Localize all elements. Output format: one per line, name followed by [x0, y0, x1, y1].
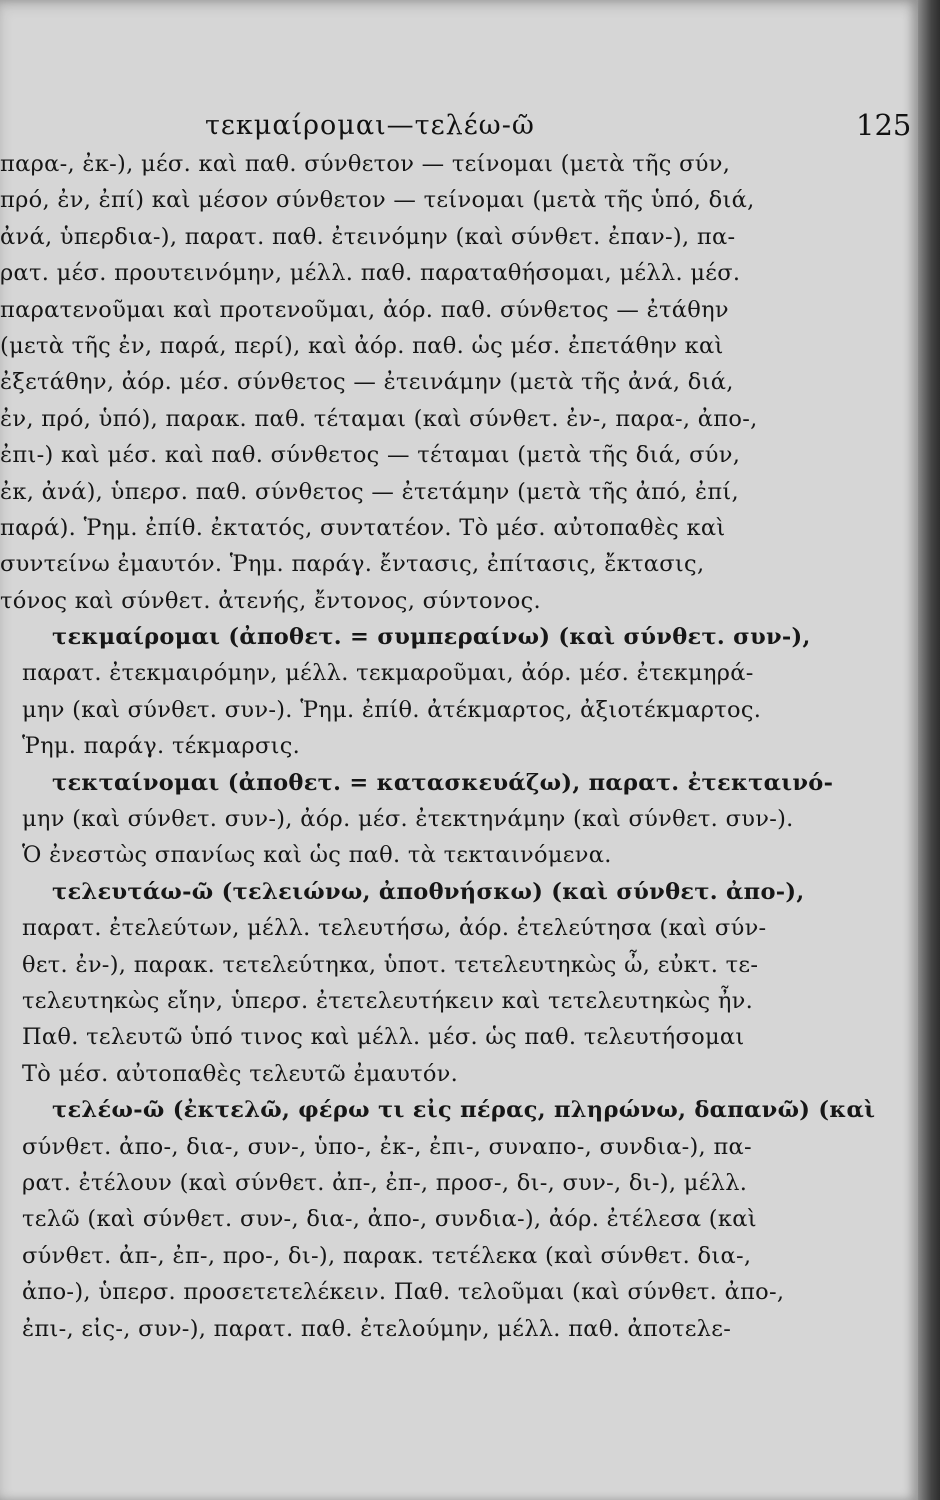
text-line: ἐκ, ἀνά), ὑπερσ. παθ. σύνθετος — ἐτετάμην (μετὰ τῆς ἀπό, ἐπί,	[0, 478, 740, 505]
text-line: ἐπι-) καὶ μέσ. καὶ παθ. σύνθετος — τέταμαι (μετὰ τῆς διά, σύν,	[0, 442, 741, 469]
text-line: πρό, ἐν, ἐπί) καὶ μέσον σύνθετον — τείνομαι (μετὰ τῆς ὑπό, διά,	[0, 187, 755, 214]
text-line: παρα-, ἐκ-), μέσ. καὶ παθ. σύνθετον — τείνομαι (μετὰ τῆς σύν,	[0, 151, 731, 177]
page-number: 125	[856, 108, 912, 142]
text-line: παρατ. ἐτεκμαιρόμην, μέλλ. τεκμαροῦμαι, ἀόρ. μέσ. ἐτεκμηρά-	[22, 660, 754, 687]
text-line: μην (καὶ σύνθετ. συν-), ἀόρ. μέσ. ἐτεκτηνάμην (καὶ σύνθετ. συν-).	[22, 806, 794, 833]
text-line: Παθ. τελευτῶ ὑπό τινος καὶ μέλλ. μέσ. ὡς παθ. τελευτήσομαι	[22, 1024, 745, 1051]
text-line: θετ. ἐν-), παρακ. τετελεύτηκα, ὑποτ. τετελευτηκὼς ὦ, εὐκτ. τε-	[22, 951, 759, 978]
running-head-title: τεκμαίρομαι—τελέω-ῶ	[205, 110, 535, 141]
text-line: ἀπο-), ὑπερσ. προσετετελέκειν. Παθ. τελοῦμαι (καὶ σύνθετ. ἀπο-,	[22, 1279, 785, 1306]
text-line: παρά). Ῥημ. ἐπίθ. ἐκτατός, συντατέον. Τὸ μέσ. αὐτοπαθὲς καὶ	[0, 514, 726, 541]
text-line: συντείνω ἐμαυτόν. Ῥημ. παράγ. ἔντασις, ἐπίτασις, ἔκτασις,	[0, 551, 705, 578]
entry-heading-line: τελέω-ῶ (ἐκτελῶ, φέρω τι εἰς πέρας, πληρώνω, δαπανῶ) (καὶ	[52, 1097, 876, 1124]
text-line: τελῶ (καὶ σύνθετ. συν-, δια-, ἀπο-, συνδια-), ἀόρ. ἐτέλεσα (καὶ	[22, 1206, 757, 1233]
text-line: ἐπι-, εἰς-, συν-), παρατ. παθ. ἐτελούμην, μέλλ. παθ. ἀποτελε-	[22, 1315, 732, 1342]
text-line: παρατ. ἐτελεύτων, μέλλ. τελευτήσω, ἀόρ. ἐτελεύτησα (καὶ σύν-	[22, 915, 767, 942]
entry-heading-line: τελευτάω-ῶ (τελειώνω, ἀποθνήσκω) (καὶ σύνθετ. ἀπο-),	[52, 878, 805, 905]
text-line: τελευτηκὼς εἴην, ὑπερσ. ἐτετελευτήκειν καὶ τετελευτηκὼς ἦν.	[22, 987, 754, 1014]
text-line: μην (καὶ σύνθετ. συν-). Ῥημ. ἐπίθ. ἀτέκμαρτος, ἀξιοτέκμαρτος.	[22, 696, 762, 723]
text-line: παρατενοῦμαι καὶ προτενοῦμαι, ἀόρ. παθ. σύνθετος — ἐτάθην	[0, 296, 729, 323]
text-line: ἀνά, ὑπερδια-), παρατ. παθ. ἐτεινόμην (καὶ σύνθετ. ἐπαν-), πα-	[0, 223, 736, 250]
text-line: ἐξετάθην, ἀόρ. μέσ. σύνθετος — ἐτεινάμην (μετὰ τῆς ἀνά, διά,	[0, 369, 734, 396]
text-line: σύνθετ. ἀπο-, δια-, συν-, ὑπο-, ἐκ-, ἐπι-, συναπο-, συνδια-), πα-	[22, 1133, 752, 1160]
text-line: ρατ. μέσ. προυτεινόμην, μέλλ. παθ. παραταθήσομαι, μέλλ. μέσ.	[0, 260, 741, 287]
running-head	[0, 110, 918, 142]
text-line: τόνος καὶ σύνθετ. ἀτενής, ἔντονος, σύντονος.	[0, 587, 541, 614]
entry-heading-line: τεκταίνομαι (ἀποθετ. = κατασκευάζω), παρατ. ἐτεκταινό-	[52, 769, 834, 796]
book-spine-shadow	[918, 0, 940, 1500]
text-line: Ῥημ. παράγ. τέκμαρσις.	[22, 733, 301, 760]
text-line: ρατ. ἐτέλουν (καὶ σύνθετ. ἀπ-, ἐπ-, προσ-, δι-, συν-, δι-), μέλλ.	[22, 1169, 748, 1196]
text-line: (μετὰ τῆς ἐν, παρά, περί), καὶ ἀόρ. παθ. ὡς μέσ. ἐπετάθην καὶ	[0, 332, 724, 359]
dictionary-text	[0, 146, 912, 1347]
text-line: ἐν, πρό, ὑπό), παρακ. παθ. τέταμαι (καὶ σύνθετ. ἐν-, παρα-, ἀπο-,	[0, 405, 758, 432]
text-line: Ὁ ἐνεστὼς σπανίως καὶ ὡς παθ. τὰ τεκταινόμενα.	[22, 842, 612, 869]
text-line: Τὸ μέσ. αὐτοπαθὲς τελευτῶ ἐμαυτόν.	[22, 1060, 459, 1087]
text-line: σύνθετ. ἀπ-, ἐπ-, προ-, δι-), παρακ. τετέλεκα (καὶ σύνθετ. δια-,	[22, 1242, 752, 1269]
entry-heading-line: τεκμαίρομαι (ἀποθετ. = συμπεραίνω) (καὶ σύνθετ. συν-),	[52, 624, 811, 651]
